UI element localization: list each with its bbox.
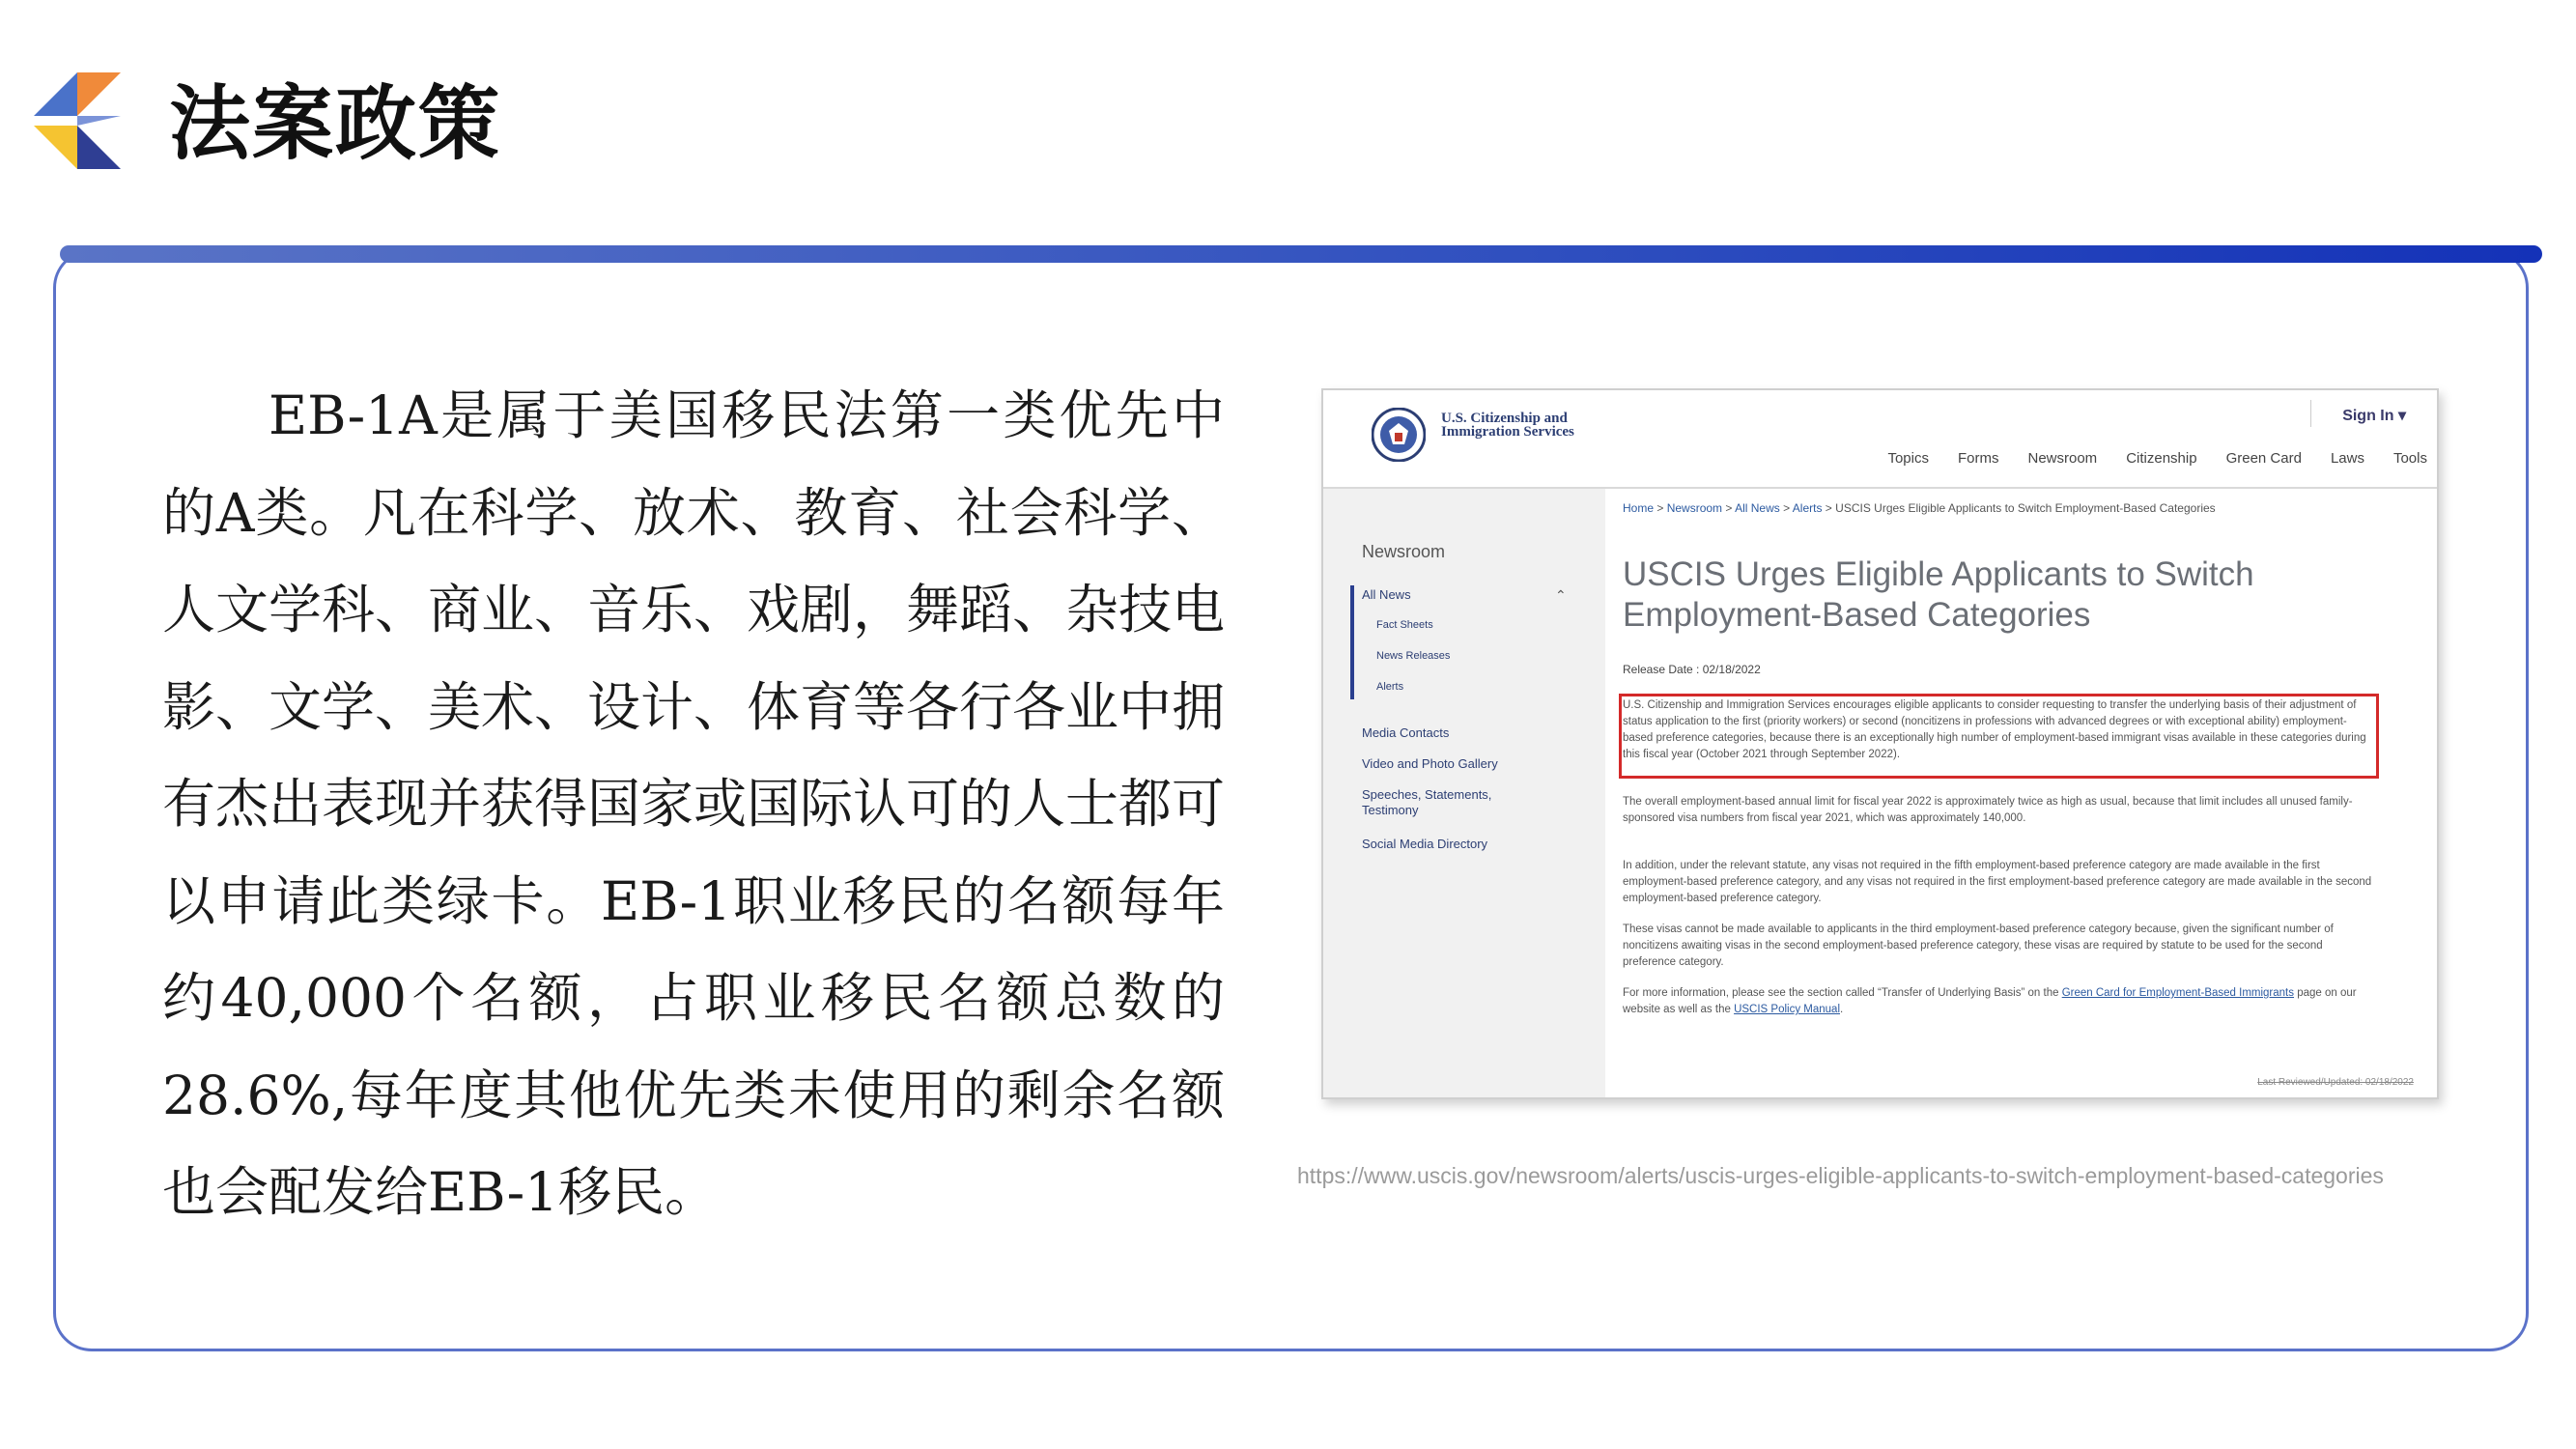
breadcrumb-newsroom[interactable]: Newsroom bbox=[1666, 501, 1723, 515]
chevron-up-icon[interactable]: ⌃ bbox=[1555, 587, 1567, 603]
sidebar-item-speeches[interactable]: Speeches, Statements, Testimony bbox=[1362, 787, 1492, 817]
sidebar-item-fact-sheets[interactable]: Fact Sheets bbox=[1376, 619, 1433, 631]
brand-logo-icon bbox=[29, 72, 126, 169]
highlighted-paragraph: U.S. Citizenship and Immigration Services encourages eligible applicants to consider requesting to transfer the underlying basis of their adjustment of status application to the first (priority workers) or second (noncitizens in professions with advanced degrees or with exceptional ability) employment-based preference categories, because there is an exceptionally high number of employment-based immigrant visas available in these categories during this fiscal year (October 2021 through September 2022). bbox=[1623, 699, 2366, 760]
breadcrumb-home[interactable]: Home bbox=[1623, 501, 1655, 515]
nav-topics[interactable]: Topics bbox=[1887, 450, 1929, 467]
newsroom-sidebar bbox=[1323, 489, 1605, 1097]
breadcrumb: Home > Newsroom > All News > Alerts > USCIS Urges Eligible Applicants to Switch Employment-Based Categories bbox=[1623, 501, 2216, 515]
nav-newsroom[interactable]: Newsroom bbox=[2027, 450, 2098, 467]
sidebar-item-media-contacts[interactable]: Media Contacts bbox=[1362, 725, 1450, 740]
paragraph-5-text: For more information, please see the section called “Transfer of Underlying Basis” on the bbox=[1623, 987, 2059, 999]
divider bbox=[2310, 400, 2311, 427]
article-paragraph-2: The overall employment-based annual limit for fiscal year 2022 is approximately twice as high as usual, because that limit includes all unused family-sponsored visa numbers from fiscal year 2021, which was approximately 140,000. bbox=[1623, 796, 2353, 824]
paragraph-5-end: . bbox=[1840, 1004, 1844, 1015]
source-url: https://www.uscis.gov/newsroom/alerts/uscis-urges-eligible-applicants-to-switch-employment-based-categories bbox=[1297, 1163, 2384, 1188]
nav-green-card[interactable]: Green Card bbox=[2225, 450, 2302, 467]
paragraph-5-text-mid: page on our website as well as the bbox=[1623, 987, 2357, 1015]
nav-citizenship[interactable]: Citizenship bbox=[2126, 450, 2197, 467]
active-indicator bbox=[1350, 585, 1354, 699]
article-paragraph-5 bbox=[1623, 985, 2376, 1018]
release-date: Release Date : 02/18/2022 bbox=[1623, 663, 1761, 676]
dhs-seal-icon bbox=[1372, 408, 1426, 462]
header-divider-bar bbox=[60, 245, 2542, 263]
article-paragraph-4: These visas cannot be made available to applicants in the third employment-based preference category because, given the significant number of noncitizens awaiting visas in the second employment-based preference category, these visas are required by statute to be used for the second preference category. bbox=[1623, 923, 2334, 968]
nav-forms[interactable]: Forms bbox=[1958, 450, 1999, 467]
sidebar-item-all-news[interactable]: All News bbox=[1362, 587, 1411, 602]
page-title: 法案政策 bbox=[169, 76, 502, 171]
green-card-link[interactable]: Green Card for Employment-Based Immigrants bbox=[2061, 987, 2294, 999]
sidebar-item-video-gallery[interactable]: Video and Photo Gallery bbox=[1362, 756, 1498, 771]
agency-name: U.S. Citizenship and Immigration Services bbox=[1441, 411, 1574, 440]
sign-in-link[interactable]: Sign In ▾ bbox=[2342, 408, 2406, 424]
site-header bbox=[1323, 390, 2437, 489]
body-paragraph: EB-1A是属于美国移民法第一类优先中的A类。凡在科学、放术、教育、社会科学、人文学科、商业、音乐、戏剧，舞蹈、杂技电影、文学、美术、设计、体育等各行各业中拥有杰出表现并获得国家或国际认可的人士都可以申请此类绿卡。EB-1职业移民的名额每年约40,000个名额，占职业移民名额总数的28.6%,每年度其他优先类未使用的剩余名额也会配发给EB-1移民。 bbox=[162, 384, 1226, 1223]
sidebar-item-social-media[interactable]: Social Media Directory bbox=[1362, 837, 1488, 851]
article-paragraph-3: In addition, under the relevant statute, any visas not required in the fifth employment-based preference category are made available in the first employment-based preference category, and any visas not required in the first employment-based preference category are made available in the second employment-based preference category. bbox=[1623, 860, 2372, 904]
policy-manual-link[interactable]: USCIS Policy Manual bbox=[1734, 1004, 1841, 1015]
last-reviewed: Last Reviewed/Updated: 02/18/2022 bbox=[2257, 1077, 2414, 1088]
breadcrumb-all-news[interactable]: All News bbox=[1735, 501, 1780, 515]
nav-laws[interactable]: Laws bbox=[2330, 450, 2364, 467]
uscis-webpage-screenshot bbox=[1321, 388, 2439, 1099]
breadcrumb-current: USCIS Urges Eligible Applicants to Switch Employment-Based Categories bbox=[1835, 501, 2216, 515]
sidebar-item-news-releases[interactable]: News Releases bbox=[1376, 650, 1451, 662]
nav-tools[interactable]: Tools bbox=[2392, 450, 2427, 467]
sidebar-item-alerts[interactable]: Alerts bbox=[1376, 681, 1404, 693]
site-nav bbox=[1887, 450, 2427, 467]
article-heading: USCIS Urges Eligible Applicants to Switch Employment-Based Categories bbox=[1623, 555, 2254, 634]
sidebar-title: Newsroom bbox=[1362, 542, 1446, 561]
breadcrumb-alerts[interactable]: Alerts bbox=[1792, 501, 1823, 515]
